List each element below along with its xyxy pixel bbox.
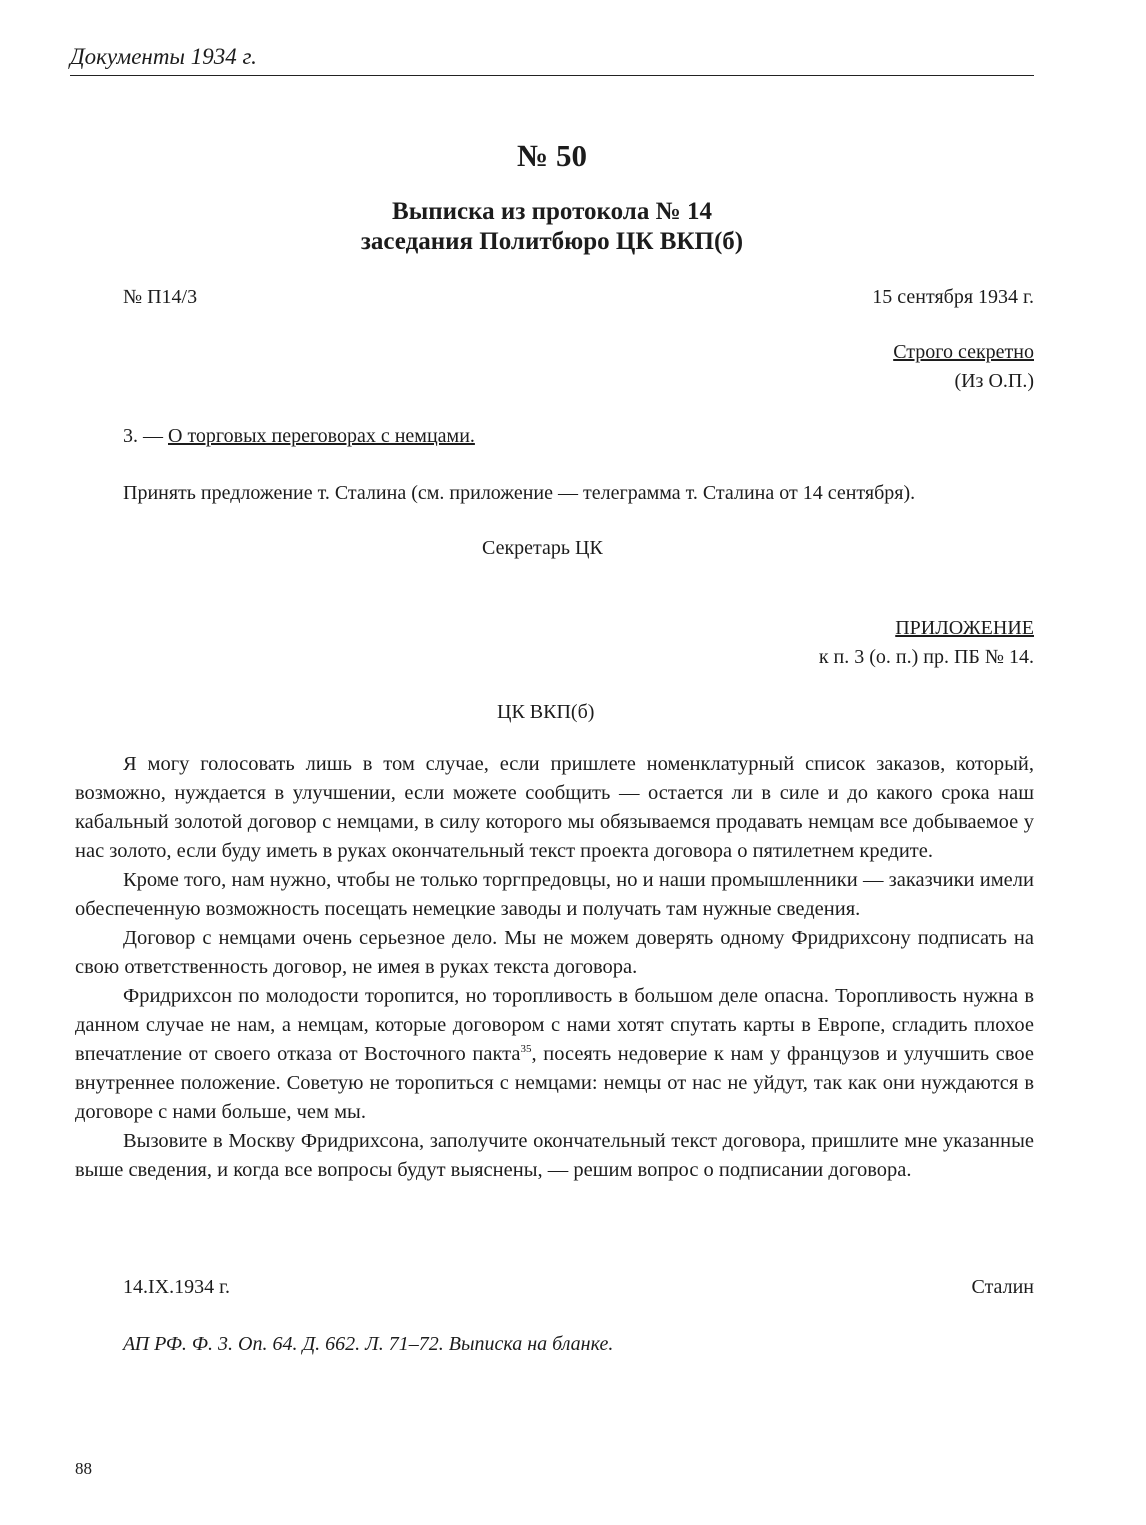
paragraph: Кроме того, нам нужно, чтобы не только торгпредовцы, но и наши промышленники — заказчики имели обеспеченную возможность посещать немецкие заводы и получать там нужные сведения. [75,869,1034,920]
agenda-item [123,425,475,448]
title-line-2: заседания Политбюро ЦК ВКП(б) [360,228,744,255]
paragraph [75,982,1034,1127]
source-note: (Из О.П.) [954,370,1034,392]
protocol-ref: № П14/3 [123,286,198,308]
telegram-author: Сталин [971,1276,1034,1298]
page-number: 88 [75,1459,92,1478]
secretary-signature: Секретарь ЦК [482,537,603,559]
document-date: 15 сентября 1934 г. [872,286,1034,308]
classification-stamp: Строго секретно [893,341,1034,363]
document-number: № 50 [517,138,587,173]
appendix-reference: к п. 3 (о. п.) пр. ПБ № 14. [818,646,1034,668]
telegram-body [75,750,1034,1185]
paragraph-4-tail: , посеять недоверие к нам у французов и улучшить свое внутреннее положение. Советую не торопиться с немцами: немцы от нас не уйдут, так как они нуждаются в договоре с нами больше, чем мы. [75,1043,1034,1123]
telegram-date: 14.IX.1934 г. [123,1276,231,1298]
archive-source: АП РФ. Ф. 3. Оп. 64. Д. 662. Л. 71–72. Выписка на бланке. [123,1333,614,1355]
paragraph: Договор с немцами очень серьезное дело. Мы не можем доверять одному Фридрихсону подписать на свою ответственность договор, не имея в руках текста договора. [75,927,1034,978]
title-line-1: Выписка из протокола № 14 [392,198,712,225]
item-title: О торговых переговорах с немцами. [168,425,475,447]
paragraph: Вызовите в Москву Фридрихсона, заполучите окончательный текст договора, пришлите мне указанные выше сведения, и когда все вопросы будут выяснены, — решим вопрос о подписании договора. [75,1130,1034,1181]
decision-text: Принять предложение т. Сталина (см. приложение — телеграмма т. Сталина от 14 сентября). [123,482,916,504]
appendix-addressee: ЦК ВКП(б) [497,701,595,723]
appendix-label: ПРИЛОЖЕНИЕ [895,617,1034,639]
paragraph: Я могу голосовать лишь в том случае, если пришлете номенклатурный список заказов, который, возможно, нуждается в улучшении, если можете сообщить — остается ли в силе и до какого срока наш кабальный золотой договор с немцами, в силу которого мы обязываемся продавать немцам все добываемое у нас золото, если буду иметь в руках окончательный текст проекта договора о пятилетнем кредите. [75,753,1034,862]
item-number: 3. — [123,425,163,447]
footnote-mark: 35 [520,1043,532,1055]
document-title [70,197,1034,257]
running-header: Документы 1934 г. [70,44,1034,76]
paragraph-4-head: Фридрихсон по молодости торопится, но торопливость в большом деле опасна. Торопливость нужна в данном случае не нам, а немцам, которые договором с нами хотят спутать карты в Европе, сгладить плохое впечатление от своего отказа от Восточного пакта [75,985,1034,1065]
